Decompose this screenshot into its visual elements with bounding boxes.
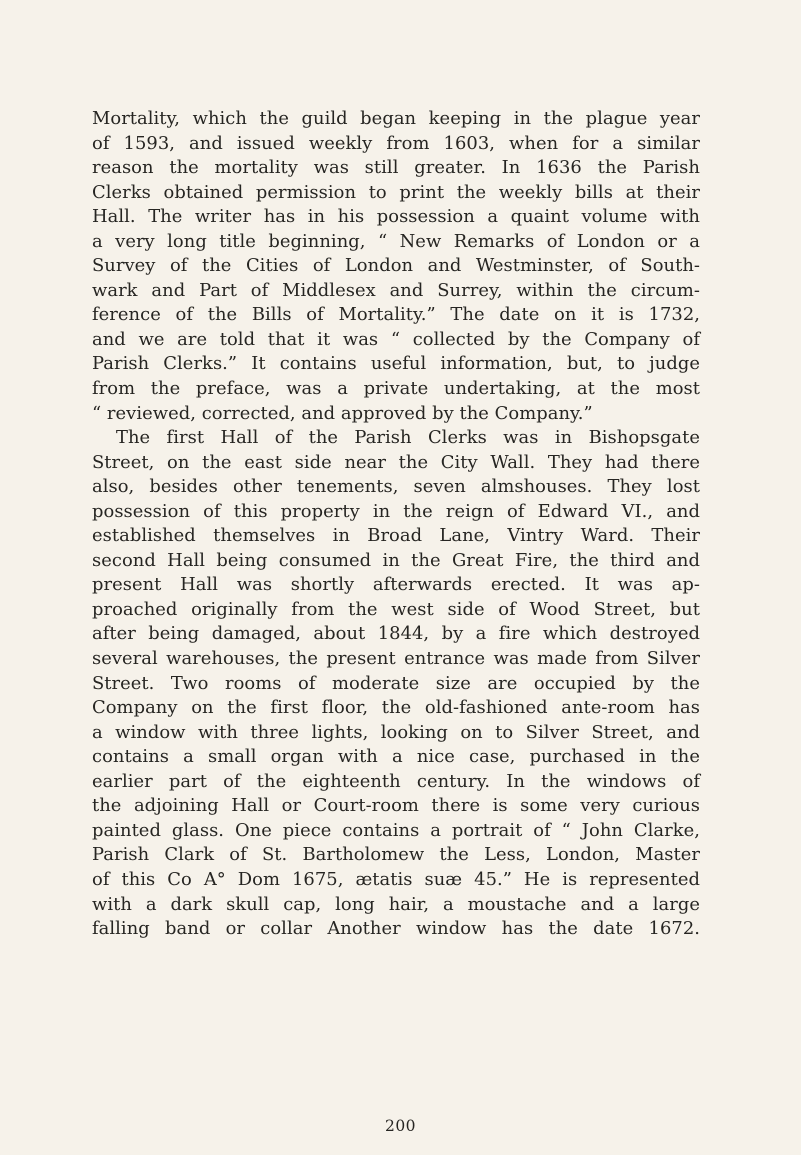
text-line: a very long title beginning, “ New Remarks of London or a [92,230,700,252]
text-line: The first Hall of the Parish Clerks was in Bishopsgate [116,427,700,449]
text-line: Company on the first floor, the old-fashioned ante-room has [92,697,700,719]
text-line: contains a small organ with a nice case, purchased in the [92,746,700,768]
text-line: ference of the Bills of Mortality.” The date on it is 1732, [92,304,700,326]
text-line: second Hall being consumed in the Great Fire, the third and [92,549,700,571]
text-line: with a dark skull cap, long hair, a moustache and a large [92,893,700,915]
text-line: painted glass. One piece contains a portrait of “ John Clarke, [92,819,700,841]
text-line: proached originally from the west side of Wood Street, but [92,598,700,620]
text-line: Street, on the east side near the City Wall. They had there [92,451,700,473]
text-line: Hall. The writer has in his possession a quaint volume with [92,206,700,228]
text-line: Parish Clark of St. Bartholomew the Less, London, Master [92,844,700,866]
text-line: present Hall was shortly afterwards erected. It was ap- [92,574,700,596]
text-line: and we are told that it was “ collected by the Company of [92,328,700,350]
text-line: wark and Part of Middlesex and Surrey, within the circum- [92,279,700,301]
text-line: the adjoining Hall or Court-room there is some very curious [92,795,700,817]
text-line: after being damaged, about 1844, by a fire which destroyed [92,623,700,645]
text-line: several warehouses, the present entrance was made from Silver [92,648,700,670]
text-line: Parish Clerks.” It contains useful information, but, to judge [92,353,700,375]
text-line: also, besides other tenements, seven almshouses. They lost [92,476,700,498]
text-line: falling band or collar Another window has the date 1672. [92,918,700,940]
text-line: Clerks obtained permission to print the weekly bills at their [92,181,700,203]
text-line: Street. Two rooms of moderate size are occupied by the [92,672,700,694]
text-line: from the preface, was a private undertaking, at the most [92,378,700,400]
text-line: earlier part of the eighteenth century. In the windows of [92,770,700,792]
text-line: of 1593, and issued weekly from 1603, when for a similar [92,132,700,154]
text-line: Mortality, which the guild began keeping in the plague year [92,108,700,129]
text-line: “ reviewed, corrected, and approved by the Company.” [92,402,593,424]
text-line: possession of this property in the reign of Edward VI., and [92,500,700,522]
text-line: reason the mortality was still greater. In 1636 the Parish [92,157,700,179]
text-line: a window with three lights, looking on to Silver Street, and [92,721,700,743]
text-line: of this Co A° Dom 1675, ætatis suæ 45.” He is represented [92,868,700,890]
body-text [92,107,700,942]
text-line: established themselves in Broad Lane, Vintry Ward. Their [92,525,700,547]
text-line: Survey of the Cities of London and Westminster, of South- [92,255,700,277]
page-number: 200 [384,1117,417,1135]
